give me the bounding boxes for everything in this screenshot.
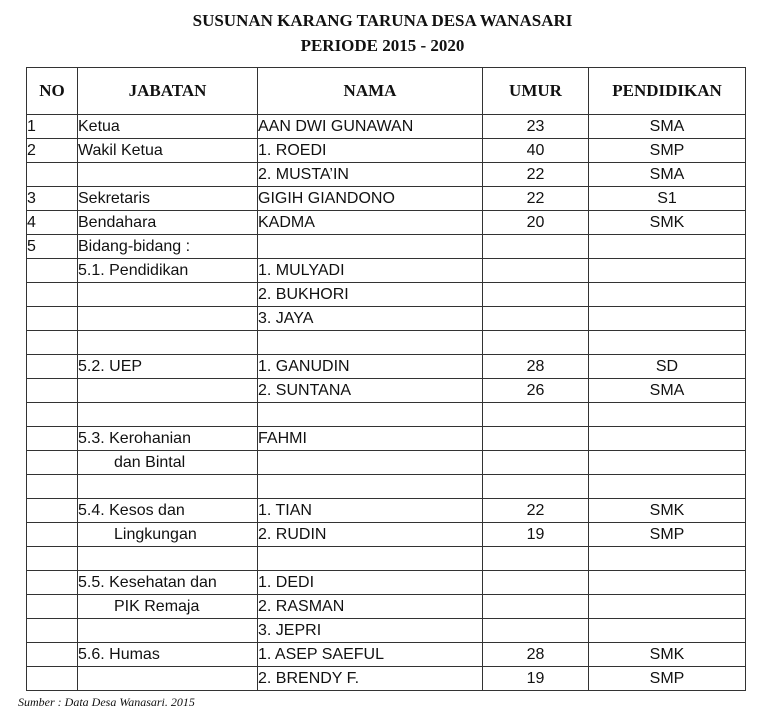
cell-umur — [483, 451, 589, 475]
cell-umur — [483, 283, 589, 307]
cell-pendidikan: SMP — [589, 667, 746, 691]
cell-nama — [258, 547, 483, 571]
cell-nama: 2. BRENDY F. — [258, 667, 483, 691]
cell-nama: 1. ROEDI — [258, 139, 483, 163]
cell-jabatan — [78, 331, 258, 355]
table-row — [27, 307, 746, 331]
document-title: SUSUNAN KARANG TARUNA DESA WANASARI — [192, 11, 573, 30]
cell-nama: 1. DEDI — [258, 571, 483, 595]
cell-umur: 28 — [483, 355, 589, 379]
cell-pendidikan — [589, 259, 746, 283]
table-row — [27, 403, 746, 427]
table-row — [27, 547, 746, 571]
cell-no: 2 — [27, 139, 78, 163]
cell-no — [27, 163, 78, 187]
cell-pendidikan — [589, 283, 746, 307]
table-row — [27, 235, 746, 259]
source-note: Sumber : Data Desa Wanasari. 2015 — [18, 695, 195, 709]
cell-nama: 2. RASMAN — [258, 595, 483, 619]
cell-no — [27, 643, 78, 667]
table-row — [27, 451, 746, 475]
table-row — [27, 499, 746, 523]
cell-umur: 22 — [483, 187, 589, 211]
cell-nama: 1. MULYADI — [258, 259, 483, 283]
cell-nama — [258, 475, 483, 499]
cell-no: 3 — [27, 187, 78, 211]
cell-umur: 19 — [483, 667, 589, 691]
cell-umur: 40 — [483, 139, 589, 163]
cell-pendidikan — [589, 571, 746, 595]
cell-nama: 2. MUSTA’IN — [258, 163, 483, 187]
cell-umur: 26 — [483, 379, 589, 403]
cell-no — [27, 595, 78, 619]
cell-nama: 1. ASEP SAEFUL — [258, 643, 483, 667]
header-umur: UMUR — [483, 68, 589, 115]
cell-pendidikan — [589, 475, 746, 499]
cell-pendidikan — [589, 307, 746, 331]
cell-pendidikan — [589, 427, 746, 451]
cell-umur — [483, 331, 589, 355]
cell-jabatan: PIK Remaja — [78, 595, 258, 619]
cell-umur — [483, 427, 589, 451]
cell-jabatan — [78, 307, 258, 331]
cell-nama: 1. TIAN — [258, 499, 483, 523]
cell-pendidikan: SMA — [589, 379, 746, 403]
cell-jabatan: dan Bintal — [78, 451, 258, 475]
cell-nama — [258, 331, 483, 355]
cell-no — [27, 619, 78, 643]
cell-jabatan: 5.5. Kesehatan dan — [78, 571, 258, 595]
table-row — [27, 211, 746, 235]
table-row — [27, 379, 746, 403]
cell-pendidikan — [589, 451, 746, 475]
cell-jabatan: Ketua — [78, 115, 258, 139]
cell-umur — [483, 307, 589, 331]
table-row — [27, 259, 746, 283]
table-header-row — [27, 68, 746, 115]
cell-jabatan — [78, 379, 258, 403]
cell-pendidikan: SMK — [589, 211, 746, 235]
header-no: NO — [27, 68, 78, 115]
cell-jabatan — [78, 547, 258, 571]
cell-jabatan — [78, 283, 258, 307]
cell-nama: 2. BUKHORI — [258, 283, 483, 307]
cell-jabatan: 5.2. UEP — [78, 355, 258, 379]
table-row — [27, 667, 746, 691]
table-row — [27, 427, 746, 451]
table-row — [27, 187, 746, 211]
cell-no — [27, 331, 78, 355]
cell-pendidikan: SMP — [589, 523, 746, 547]
cell-no — [27, 427, 78, 451]
cell-nama: 3. JAYA — [258, 307, 483, 331]
cell-jabatan: 5.6. Humas — [78, 643, 258, 667]
cell-jabatan: Lingkungan — [78, 523, 258, 547]
cell-jabatan — [78, 163, 258, 187]
cell-umur: 28 — [483, 643, 589, 667]
cell-jabatan: 5.4. Kesos dan — [78, 499, 258, 523]
table-row — [27, 619, 746, 643]
cell-umur — [483, 403, 589, 427]
cell-no: 4 — [27, 211, 78, 235]
roster-table — [26, 67, 746, 691]
cell-nama: FAHMI — [258, 427, 483, 451]
cell-jabatan — [78, 667, 258, 691]
cell-umur — [483, 259, 589, 283]
cell-umur: 22 — [483, 163, 589, 187]
table-row — [27, 595, 746, 619]
table-row — [27, 523, 746, 547]
cell-no — [27, 355, 78, 379]
cell-umur: 19 — [483, 523, 589, 547]
cell-no: 1 — [27, 115, 78, 139]
table-row — [27, 163, 746, 187]
cell-umur — [483, 595, 589, 619]
cell-no — [27, 475, 78, 499]
cell-pendidikan: SMA — [589, 163, 746, 187]
cell-jabatan — [78, 403, 258, 427]
cell-pendidikan: SMA — [589, 115, 746, 139]
cell-nama: GIGIH GIANDONO — [258, 187, 483, 211]
cell-jabatan: Sekretaris — [78, 187, 258, 211]
cell-pendidikan — [589, 331, 746, 355]
cell-nama: 1. GANUDIN — [258, 355, 483, 379]
cell-nama — [258, 403, 483, 427]
cell-jabatan: 5.3. Kerohanian — [78, 427, 258, 451]
cell-umur: 20 — [483, 211, 589, 235]
cell-pendidikan: S1 — [589, 187, 746, 211]
cell-nama: 3. JEPRI — [258, 619, 483, 643]
table-row — [27, 355, 746, 379]
cell-jabatan: Bidang-bidang : — [78, 235, 258, 259]
cell-no — [27, 283, 78, 307]
header-pendidikan: PENDIDIKAN — [589, 68, 746, 115]
cell-pendidikan — [589, 403, 746, 427]
cell-no — [27, 403, 78, 427]
cell-jabatan: Wakil Ketua — [78, 139, 258, 163]
cell-umur — [483, 475, 589, 499]
cell-no — [27, 307, 78, 331]
table-row — [27, 475, 746, 499]
cell-no — [27, 667, 78, 691]
cell-no — [27, 259, 78, 283]
cell-no — [27, 499, 78, 523]
table-body — [27, 115, 746, 691]
table-row — [27, 115, 746, 139]
cell-no — [27, 379, 78, 403]
cell-umur — [483, 619, 589, 643]
cell-no — [27, 451, 78, 475]
cell-umur: 23 — [483, 115, 589, 139]
cell-nama — [258, 451, 483, 475]
cell-umur — [483, 571, 589, 595]
cell-jabatan — [78, 475, 258, 499]
cell-nama: AAN DWI GUNAWAN — [258, 115, 483, 139]
cell-pendidikan: SMP — [589, 139, 746, 163]
table-row — [27, 139, 746, 163]
cell-nama — [258, 235, 483, 259]
table-row — [27, 643, 746, 667]
cell-jabatan: 5.1. Pendidikan — [78, 259, 258, 283]
cell-umur — [483, 235, 589, 259]
cell-no: 5 — [27, 235, 78, 259]
cell-umur — [483, 547, 589, 571]
cell-pendidikan — [589, 235, 746, 259]
header-nama: NAMA — [258, 68, 483, 115]
header-jabatan: JABATAN — [78, 68, 258, 115]
cell-nama: KADMA — [258, 211, 483, 235]
document-subtitle: PERIODE 2015 - 2020 — [300, 36, 465, 55]
cell-pendidikan — [589, 619, 746, 643]
cell-pendidikan: SMK — [589, 643, 746, 667]
cell-no — [27, 523, 78, 547]
cell-umur: 22 — [483, 499, 589, 523]
table-row — [27, 331, 746, 355]
cell-no — [27, 547, 78, 571]
table-row — [27, 283, 746, 307]
cell-nama: 2. SUNTANA — [258, 379, 483, 403]
cell-jabatan — [78, 619, 258, 643]
cell-pendidikan: SMK — [589, 499, 746, 523]
cell-no — [27, 571, 78, 595]
cell-nama: 2. RUDIN — [258, 523, 483, 547]
cell-pendidikan: SD — [589, 355, 746, 379]
table-row — [27, 571, 746, 595]
cell-pendidikan — [589, 595, 746, 619]
cell-pendidikan — [589, 547, 746, 571]
cell-jabatan: Bendahara — [78, 211, 258, 235]
